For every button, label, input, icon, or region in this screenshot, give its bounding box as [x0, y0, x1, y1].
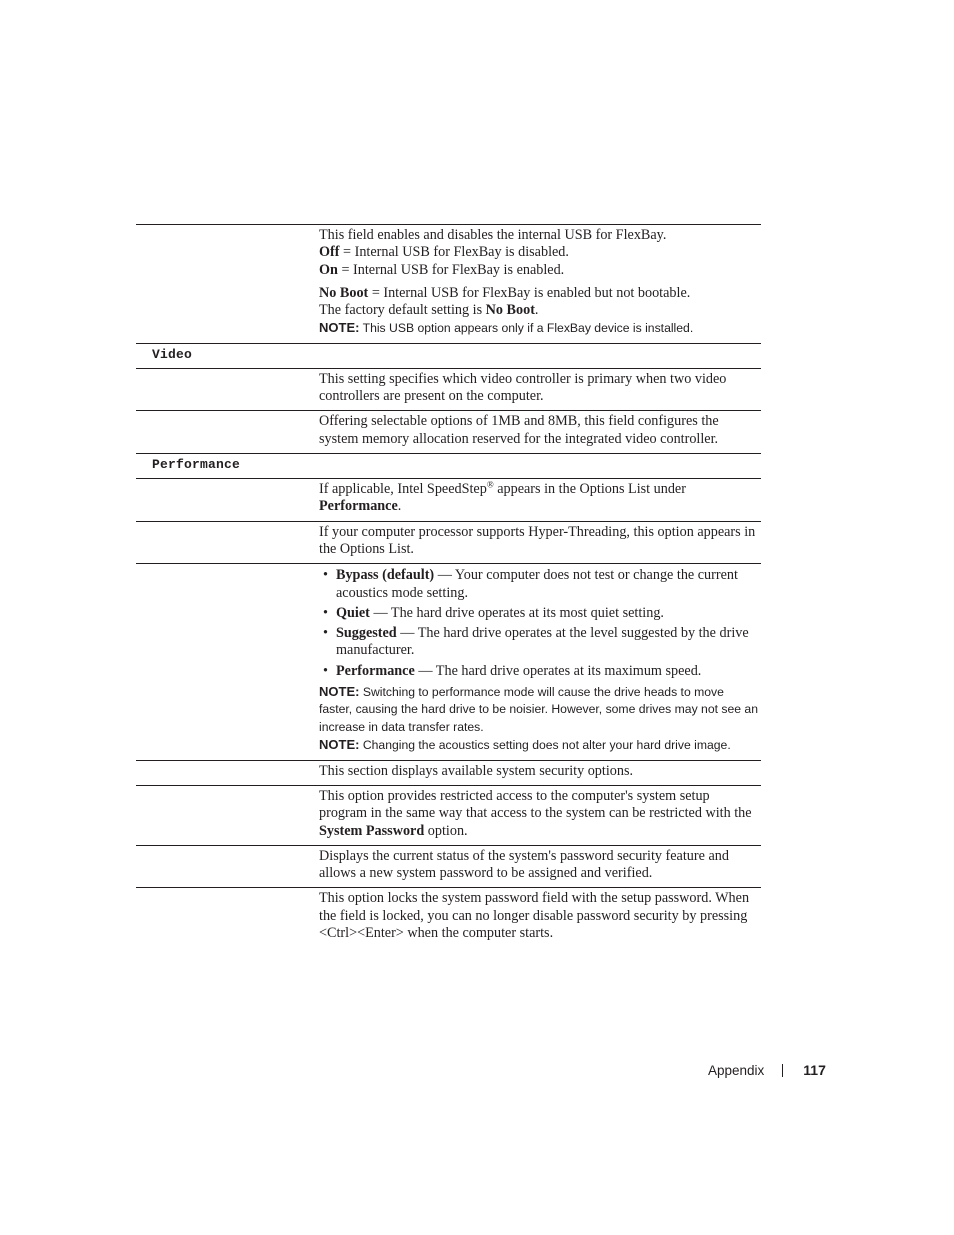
footer-divider — [782, 1064, 783, 1077]
acoustics-note-1: NOTE: Switching to performance mode will cause the drive heads to move faster, causing the hard drive to be noisier. However, some drives may not see an increase in data transfer rates. — [319, 684, 758, 734]
speedstep-description: If applicable, Intel SpeedStep® appears in the Options List under Performance. — [319, 479, 686, 515]
note-label: NOTE: — [319, 320, 360, 336]
list-item: • Bypass (default) — Your computer does not test or change the current acoustics mode setting. — [323, 567, 738, 601]
table-row-hyperthreading — [136, 521, 761, 564]
list-item: • Performance — The hard drive operates at its maximum speed. — [323, 662, 702, 679]
section-label-video: Video — [152, 346, 193, 362]
hyperthreading-description: If your computer processor supports Hyper-Threading, this option appears in the Options List. — [319, 523, 756, 557]
video-memory-description: Offering selectable options of 1MB and 8MB, this field configures the system memory allocation reserved for the integrated video controller. — [319, 413, 719, 447]
list-item: • Suggested — The hard drive operates at the level suggested by the drive manufacturer. — [323, 625, 749, 659]
table-row-system-password — [136, 845, 761, 888]
usb-line-1: This field enables and disables the internal USB for FlexBay. — [319, 227, 667, 243]
usb-on-line: On = Internal USB for FlexBay is enabled. — [319, 261, 565, 278]
section-header-performance — [136, 453, 761, 478]
table-row-security-overview — [136, 760, 761, 785]
table-row-password-lock — [136, 887, 761, 947]
note-label: NOTE: — [319, 684, 360, 700]
admin-password-description: This option provides restricted access to the computer's system setup program in the same way that access to the system can be restricted with the System Password option. — [319, 787, 752, 839]
usb-noboot-line: No Boot = Internal USB for FlexBay is enabled but not bootable. — [319, 284, 691, 301]
list-item: • Quiet — The hard drive operates at its most quiet setting. — [323, 604, 664, 621]
table-row-admin-password — [136, 785, 761, 845]
table-row-video-memory — [136, 410, 761, 453]
section-header-video — [136, 343, 761, 368]
page-footer — [708, 1062, 826, 1078]
acoustics-note-2: NOTE: Changing the acoustics setting does not alter your hard drive image. — [319, 737, 731, 753]
settings-table — [136, 224, 761, 947]
note-label: NOTE: — [319, 737, 360, 753]
usb-description — [319, 225, 759, 343]
security-overview-description: This section displays available system security options. — [319, 762, 634, 779]
usb-default-line: The factory default setting is No Boot. — [319, 302, 539, 319]
system-password-description: Displays the current status of the system's password security feature and allows a new system password to be assigned and verified. — [319, 847, 729, 882]
table-row-speedstep — [136, 478, 761, 521]
table-row-primary-video — [136, 368, 761, 411]
page-number: 117 — [803, 1062, 826, 1078]
acoustics-options-list — [319, 567, 759, 680]
table-row-usb-flexbay — [136, 224, 761, 343]
usb-note: NOTE: This USB option appears only if a FlexBay device is installed. — [319, 320, 694, 336]
footer-section-title: Appendix — [708, 1062, 765, 1078]
primary-video-description: This setting specifies which video controller is primary when two video controllers are present on the computer. — [319, 370, 727, 405]
section-label-performance: Performance — [152, 457, 241, 473]
password-lock-description: This option locks the system password field with the setup password. When the field is locked, you can no longer disable password security by pressing <Ctrl><Enter> when the computer starts. — [319, 890, 750, 942]
usb-off-line: Off = Internal USB for FlexBay is disabled. — [319, 244, 569, 261]
table-row-hdd-acoustics — [136, 563, 761, 759]
